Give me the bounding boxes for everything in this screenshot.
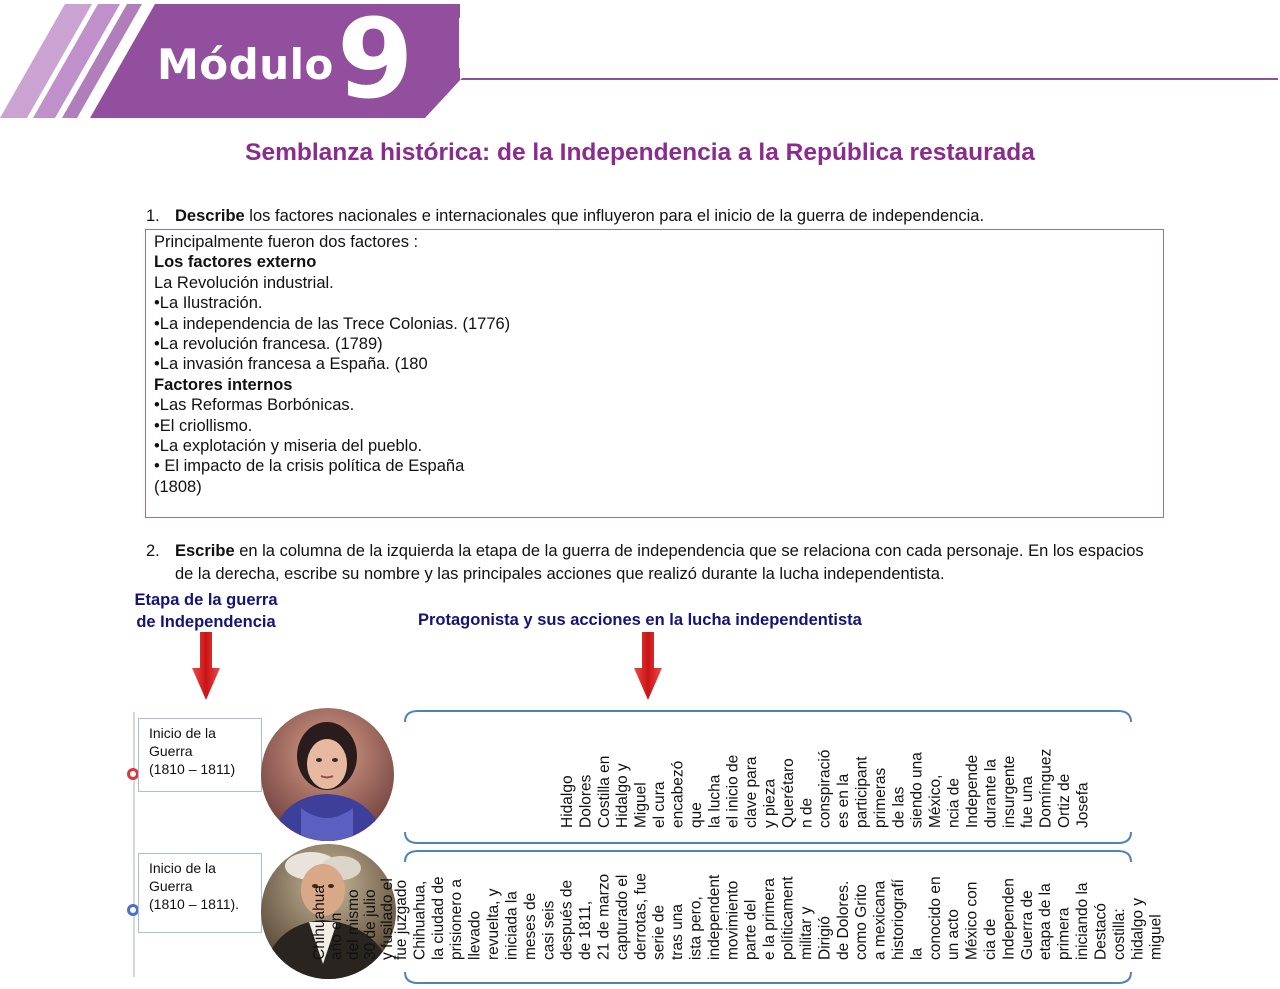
stage-line: Inicio de la — [149, 860, 216, 876]
description-line: prisionero a — [448, 879, 466, 960]
description-line: Hidalgo — [559, 775, 576, 828]
description-line: Josefa — [1074, 782, 1092, 828]
header-separator — [459, 18, 461, 68]
answer-line: (1808) — [154, 477, 202, 496]
description-line: siendo una — [908, 752, 926, 828]
description-line: meses de — [521, 892, 539, 960]
answer-line: •La revolución francesa. (1789) — [154, 335, 383, 354]
description-line: tras una — [669, 903, 687, 960]
stage-line: (1810 – 1811). — [149, 896, 240, 912]
description-line: del mismo — [345, 889, 362, 960]
question-1-verb: Describe — [175, 207, 245, 225]
column-header-stage-line2: de Independencia — [136, 613, 276, 631]
module-banner — [0, 0, 1280, 122]
description-line: y fusilado el — [379, 878, 396, 960]
description-line: la ciudad de — [429, 876, 447, 960]
module-word: Módulo — [157, 40, 334, 89]
answer-line: •La invasión francesa a España. (180 — [154, 355, 428, 374]
description-line: parte del — [742, 899, 760, 960]
description-line: el cura — [651, 781, 669, 828]
description-line: a mexicana — [871, 880, 889, 960]
description-line: año en — [328, 912, 345, 960]
answer-line: •El criollismo. — [154, 416, 253, 435]
description-line: capturado el — [613, 874, 631, 960]
answer-line: •Las Reformas Borbónicas. — [154, 396, 355, 415]
description-line: movimiento — [724, 880, 742, 960]
description-line: militar y — [797, 906, 815, 960]
answer-1-textbox[interactable] — [145, 229, 1164, 518]
description-line: serie de — [650, 904, 668, 960]
description-line: fue juzgado — [393, 879, 410, 960]
stage-line: Guerra — [149, 743, 193, 759]
description-line: llevado — [466, 910, 484, 960]
description-line: ista pero, — [687, 896, 705, 960]
description-line: la lucha — [706, 774, 724, 828]
description-line: 30 de julio — [362, 889, 379, 960]
question-2-verb: Escribe — [175, 542, 235, 560]
description-line: Querétaro — [779, 758, 797, 828]
answer-heading-internal: Factores internos — [154, 375, 293, 394]
description-line: costilla: — [1110, 908, 1128, 960]
protagonist-description-2-overflow — [311, 878, 396, 960]
description-line: primera — [1055, 907, 1073, 960]
description-line: Destacó — [1092, 903, 1110, 960]
description-line: México, — [927, 774, 945, 828]
description-line: Costilla en — [595, 755, 613, 828]
stage-line: (1810 – 1811) — [149, 761, 236, 777]
description-line: fue una — [1019, 776, 1037, 828]
question-2 — [146, 540, 1155, 586]
description-line: como Grito — [853, 884, 871, 960]
description-line: Hidalgo y — [614, 763, 632, 828]
description-line: 21 de marzo — [595, 873, 613, 960]
column-header-protagonist: Protagonista y sus acciones en la lucha independentista — [418, 611, 862, 629]
description-line: derrotas, fue — [632, 872, 650, 960]
stage-line: Inicio de la — [149, 725, 216, 741]
answer-line: Principalmente fueron dos factores : — [154, 233, 419, 251]
question-1-text: los factores nacionales e internacionales que influyeron para el inicio de la guerra de independencia. — [244, 207, 985, 225]
answer-line: •La independencia de las Trece Colonias. (1776) — [154, 314, 511, 333]
description-line: Independen — [1000, 878, 1018, 960]
description-line: es en la — [835, 773, 853, 828]
description-line: que — [687, 802, 705, 828]
description-line: Independe — [963, 754, 981, 828]
timeline-line — [133, 712, 135, 977]
description-line: conocido en — [926, 876, 944, 960]
question-2-number: 2. — [146, 542, 160, 560]
description-line: n de — [798, 797, 816, 828]
description-line: e la primera — [761, 878, 779, 960]
description-line: iniciada la — [503, 891, 521, 960]
description-line: participant — [853, 756, 871, 828]
description-line: de 1811, — [577, 900, 595, 960]
description-line: la — [908, 947, 926, 960]
stage-textbox-1[interactable] — [138, 718, 262, 792]
description-line: Dolores — [577, 774, 595, 828]
description-line: iniciando la — [1074, 882, 1092, 960]
question-1 — [146, 205, 1175, 228]
answer-heading-external: Los factores externo — [154, 253, 317, 272]
description-line: insurgente — [1000, 755, 1018, 828]
description-line: políticament — [779, 876, 797, 960]
description-line: un acto — [945, 909, 963, 960]
down-arrow-icon — [192, 632, 220, 700]
description-line: Miguel — [632, 782, 650, 828]
protagonist-description-2[interactable] — [393, 872, 1166, 960]
description-line: Dirigió — [816, 916, 834, 960]
answer-line: La Revolución industrial. — [154, 273, 334, 292]
module-number: 9 — [337, 0, 414, 123]
question-1-number: 1. — [146, 207, 160, 225]
page-title: Semblanza histórica: de la Independencia a la República restaurada — [245, 139, 1035, 166]
description-line: ncia de — [945, 778, 963, 828]
description-line: conspiració — [816, 749, 834, 828]
description-line: después de — [558, 879, 576, 960]
description-line: Domínguez — [1037, 748, 1055, 828]
description-line: Ortiz de — [1055, 773, 1073, 828]
description-line: Guerra de — [1018, 890, 1036, 960]
column-header-stage-line1: Etapa de la guerra — [134, 591, 278, 609]
description-line: el inicio de — [724, 754, 742, 828]
woman-portrait-icon — [261, 708, 394, 841]
answer-line: •La Ilustración. — [154, 294, 263, 313]
description-line: de Dolores. — [834, 880, 852, 960]
activity-title: Actividad integradora 3 “Semblanza histórica: de la Independencia a la República restaurada” — [470, 45, 1162, 62]
description-line: clave para — [743, 756, 761, 828]
description-line: revuelta, y — [485, 888, 503, 960]
description-line: casi seis — [540, 900, 558, 960]
description-line: hidalgo y — [1129, 897, 1147, 960]
description-line: Chihuahua, — [411, 880, 429, 960]
question-2-text: en la columna de la izquierda la etapa de la guerra de independencia que se relaciona con cada personaje. En los espacios de la derecha, escribe su nombre y las principales acciones que realizó durante la lucha independentista. — [175, 542, 1144, 583]
stage-line: Guerra — [149, 878, 193, 894]
week-label: Semana 2 — [470, 22, 550, 41]
description-line: historiografí — [889, 879, 907, 960]
description-line: etapa de la — [1037, 883, 1055, 960]
down-arrow-icon — [634, 632, 662, 700]
description-line: y pieza — [761, 778, 779, 828]
answer-line: • El impacto de la crisis política de España — [154, 457, 465, 476]
protagonist-description-1[interactable] — [559, 744, 1093, 828]
answer-line: •La explotación y miseria del pueblo. — [154, 437, 423, 456]
description-line: encabezó — [669, 760, 687, 828]
description-line: miguel — [1147, 914, 1165, 960]
description-line: independent — [705, 874, 723, 960]
description-line: México con — [963, 881, 981, 960]
column-header-stage — [126, 589, 286, 633]
description-line: cia de — [982, 918, 999, 960]
description-line: primeras — [871, 767, 889, 828]
stage-textbox-2[interactable] — [138, 853, 262, 933]
description-line: de las — [890, 786, 908, 828]
description-line: Chihuahua — [311, 885, 328, 960]
description-line: durante la — [982, 759, 1000, 828]
